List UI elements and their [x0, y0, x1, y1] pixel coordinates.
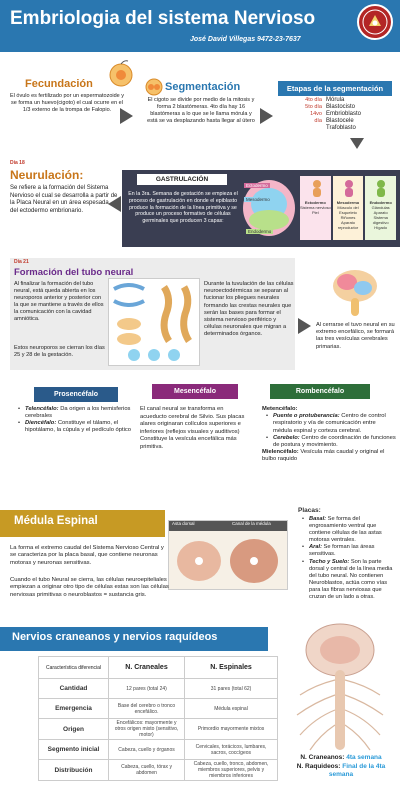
layer-item: Sistema nervioso [300, 205, 331, 210]
layer-name: Mesodermo [336, 200, 360, 205]
layer-item: Aparato reproductor [337, 220, 359, 230]
table-cell: Cabeza, cuello y órganos [109, 740, 185, 760]
list-item [302, 516, 396, 544]
etapas-days [302, 97, 322, 125]
row-header: Segmento inicial [39, 740, 109, 760]
definition: Constituye el tálamo, el hipotálamo, la cúpula y el pedículo óptico [25, 420, 132, 433]
stage-item: Trafoblasto [326, 125, 356, 131]
table-cell: Base del cerebro o tronco encefálico. [109, 699, 185, 719]
figure-icon [310, 179, 324, 202]
definition: Se forman las áreas sensitivas. [309, 544, 375, 558]
etapas-stages [326, 97, 361, 132]
neurulacion-text: Se refiere a la formación del Sistema Nervioso el cual se desarrolla a partir de la Placa Neural en un área espesada del ectodermo embrionario. [10, 185, 118, 214]
summary-value: Final de la 4ta semana [328, 762, 386, 778]
layer-name: Ectodermo [304, 200, 326, 205]
term: Cerebelo: [273, 434, 300, 441]
tubo-title: Formación del tubo neural [14, 267, 134, 278]
table-cell: Médula espinal [185, 699, 278, 719]
mesencefalo-title: Mesencéfalo [152, 384, 238, 399]
definition: Centro de coordinación de funciones de postura y movimiento. [273, 434, 396, 449]
table-cell: Cabeza, cuello, tronco, abdomen, miembros superiores, pelvis y miembros inferiores [185, 760, 278, 781]
raquideos-line [285, 763, 397, 780]
prosencefalo-list [18, 406, 140, 434]
rombencefalo-list [262, 413, 396, 449]
author-line: José David Villegas 9472-23-7637 [190, 36, 301, 43]
rombencefalo-block [262, 406, 396, 464]
placas-heading: Placas: [298, 507, 321, 514]
table-row [39, 740, 278, 760]
rombencefalo-title: Rombencéfalo [270, 384, 370, 399]
list-item [266, 435, 396, 449]
table-cell: Cervicales, torácicos, lumbares, sacros, coccígeos [185, 740, 278, 760]
layer-item: Aparato [373, 210, 388, 215]
definition: Son la parte dorsal y central de la línea media del tubo neural. No contienen Neuroblastos, actúa como vías para las fibras nerviosas que cruzan de un lado a otras. [309, 558, 393, 601]
term: Mielencéfalo: [262, 449, 299, 456]
layer-item: Hígado [374, 225, 388, 230]
stage-item: Embrioblasto [326, 111, 362, 117]
university-seal-icon [357, 4, 393, 40]
layer-item: Esqueleto [339, 210, 357, 215]
column-header: N. Espinales [185, 657, 278, 679]
layer-item: digestivo [372, 220, 389, 225]
stage-item: Blastocele [326, 118, 354, 124]
day-label: 14vo día [310, 111, 322, 124]
layer-item: Músculo del [337, 205, 359, 210]
arrow-left-icon [108, 196, 121, 212]
definition: Vesícula más caudal y original el bulbo raquido [262, 449, 385, 463]
layer-item: Sistema [373, 215, 388, 220]
term: Aral: [309, 544, 322, 551]
fecundacion-title: Fecundación [25, 78, 93, 90]
day-label: 5to día [305, 104, 322, 110]
neurulacion-day: Día 18 [10, 160, 25, 166]
medula-text-1: La forma el extremo caudal del Sistema Nervioso Central y se caracteriza por la placa basal, que contiene neuronas motoras y neuronas sensitivas. [10, 545, 164, 566]
table-header-row [39, 657, 278, 679]
layer-item: Glándulas [371, 205, 390, 210]
nerves-anatomy-image [285, 620, 395, 754]
page-title: Embriologia del sistema Nervioso [10, 8, 316, 29]
summary-value: 4ta semana [346, 754, 382, 761]
arrow-right-icon [120, 108, 133, 124]
summary-label: N. Raquideos: [296, 762, 341, 770]
term: Telencéfalo: [25, 406, 59, 412]
layer-label: Endodermo [248, 229, 272, 234]
figure-icon [342, 179, 356, 202]
stage-item: Blastocisto [326, 104, 356, 110]
nervios-summary [285, 754, 397, 780]
layer-item: Piel [312, 210, 319, 215]
column-header: Característica diferencial [39, 657, 109, 679]
term: Techo y Suelo: [309, 558, 350, 565]
metencefalo-heading: Metencéfalo: [262, 406, 298, 412]
layer-name: Endodermo [369, 200, 392, 205]
segmentacion-text: El cigoto se divide por medio de la mitosis y forma 2 blastómeras. 4to día hay 16 blastómeras a lo que se le llama mórula y está se va desplazando hasta llegar al útero [147, 97, 255, 124]
table-row [39, 699, 278, 719]
arrow-right-icon [260, 108, 273, 124]
etapas-title: Etapas de la segmentación [278, 81, 392, 96]
segmentacion-title: Segmentación [165, 81, 241, 93]
prosencefalo-title: Prosencéfalo [34, 387, 118, 402]
layer-item: Riñones [340, 215, 356, 220]
craneanos-line [285, 754, 397, 763]
row-header: Origen [39, 719, 109, 740]
egg-cell-icon [108, 60, 134, 93]
term: Puente o protuberancia: [273, 413, 340, 420]
list-item [18, 420, 140, 434]
mesencefalo-text: El canal neural se transforma en acueducto cerebral de Silvio. Sus placas alares originaran colículos superiores e inferiores (reflejos visuales y auditivos) Constituye la vesícula encefálica más primitiva. [140, 406, 245, 450]
tubo-day: Día 21 [14, 259, 29, 265]
nervios-table [38, 656, 278, 781]
brain-vesicles-diagram [325, 264, 395, 319]
table-cell: Encefálicos: mayormente y otros origen mixto (sensitivo, motor) [109, 719, 185, 740]
table-row [39, 719, 278, 740]
nervios-title: Nervios craneanos y nervios raquídeos [12, 631, 218, 643]
gastrulacion-text: En la 3ra. Semana de gestación se empieza el proceso de gastrulación en donde el epiblasto produce la formación de la línea primitiva y se produce un proceso formativo de células germinales que producen 3 capas: [128, 191, 238, 225]
list-item [18, 406, 140, 420]
stage-item: Mórula [326, 97, 345, 103]
summary-label: N. Craneanos: [300, 754, 345, 761]
image-label: Asta dorsal [172, 521, 195, 526]
layer-label: Ectodermo [246, 183, 268, 188]
definition: Centro de control respiratorio y vía de comunicación entre médula espinal y corteza cerebral. [273, 413, 386, 434]
table-row [39, 679, 278, 699]
gastrulacion-title: GASTRULACIÓN [137, 174, 227, 185]
table-cell: Primordio mayormente mixtos [185, 719, 278, 740]
row-header: Cantidad [39, 679, 109, 699]
fecundacion-text: El óvulo es fertilizado por un espermatozoide y se forma un huevo(cigoto) el cual ocurre en el 1/3 externo de la trompa de Falopio. [9, 93, 125, 113]
medula-title: Médula Espinal [14, 515, 98, 527]
tubo-text-1: Al finalizar la formación del tubo neural, está queda abierta en los neuroporos anterior y posterior con la que se mantiene a través de ellos la comunicación con la cavidad amniótica. [14, 281, 104, 322]
table-cell: 12 pares (total 24) [109, 679, 185, 699]
definition: Da origen a los hemisferios cerebrales [25, 406, 131, 419]
placas-list [302, 516, 396, 601]
list-item [302, 559, 396, 602]
tubo-text-4: Al cerrarse el tuvo neural en su extremo encefálico, se formará las tres vesículas cerebrales primarias. [316, 322, 395, 350]
medula-text-2: Cuando el tubo Neural se cierra, las células neuroepiteliales empiezan a originar otro tipo de células estas son las células nerviosas primitivas o neuroblastos = sustancia gris. [10, 577, 169, 598]
layer-label: Mesodermo [246, 197, 270, 202]
definition: Se forma del engrosamiento ventral que contiene células de las astas motoras ventrales. [309, 516, 382, 544]
neurulacion-title: Neurulación: [10, 168, 84, 182]
table-cell: 31 pares (total 62) [185, 679, 278, 699]
arrow-down-icon [350, 138, 364, 149]
row-header: Emergencia [39, 699, 109, 719]
tubo-text-3: Durante la tuvulación de las células neuroectodérmicas se separan al fucionar los pliegues neurales formando las crestas neurales que serán las bases para formar el sistema nervioso periférico y células neuronales que migran a determinados órganos. [204, 281, 294, 338]
figure-icon [374, 179, 388, 202]
mielencefalo-line [262, 449, 396, 463]
list-item [302, 544, 396, 558]
day-label: 4to día [305, 97, 322, 103]
table-cell: Cabeza, cuello, tórax y abdomen [109, 760, 185, 781]
neural-tube-diagram [108, 278, 200, 366]
table-row [39, 760, 278, 781]
spinal-cord-image [168, 520, 288, 590]
column-header: N. Craneales [109, 657, 185, 679]
term: Basal: [309, 516, 327, 522]
row-header: Distribución [39, 760, 109, 781]
image-label: Canal de la médula [232, 521, 271, 526]
list-item [266, 413, 396, 435]
tubo-text-2: Estos neuroporos se cierran los días 25 y 28 de la gestación. [14, 345, 105, 358]
arrow-right-icon [298, 318, 311, 334]
term: Diencéfalo: [25, 420, 57, 426]
